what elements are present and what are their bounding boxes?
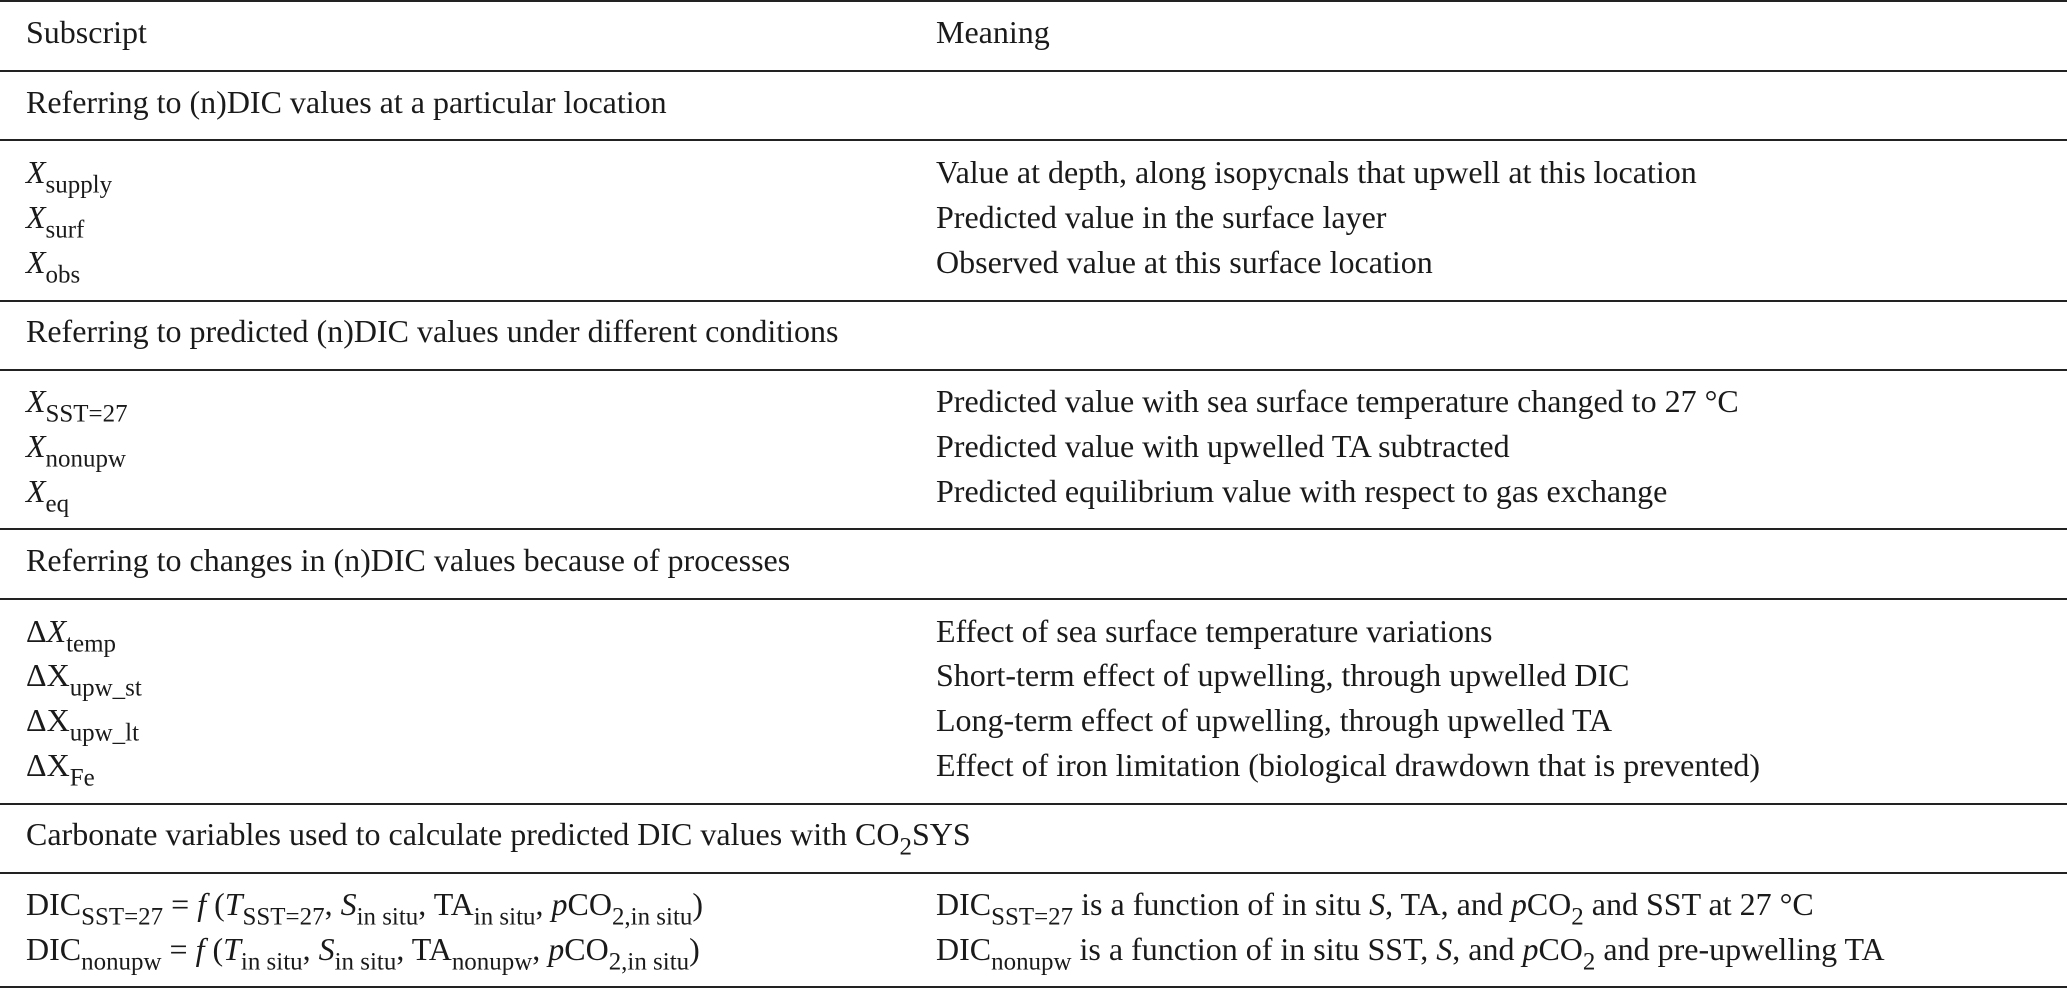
- subscript-symbol: $X_{nonupw}$: [26, 428, 126, 473]
- table-bottom-rule: [0, 986, 2067, 988]
- subscript-symbol: $\Delta X_{upw\_lt}$: [26, 702, 140, 747]
- meaning-text: $DIC_{nonupw}$ is a function of in situ SST, S, and pCO$_2$ and pre-upwelling TA: [936, 931, 1885, 976]
- subscript-symbol: $X_{SST=27}$: [26, 383, 128, 428]
- subscript-symbol: $X_{surf}$: [26, 199, 85, 244]
- formula-dic-nonupw: $DIC_{nonupw} = f$ ($T_{in situ}$, $S_{in situ}$, $TA_{nonupw}$, pCO$_{2,in situ}$): [26, 931, 700, 976]
- column-header-meaning: Meaning: [936, 14, 1050, 50]
- divider: [0, 70, 2067, 72]
- meaning-text: Effect of sea surface temperature variations: [936, 613, 1493, 649]
- meaning-text: Predicted value in the surface layer: [936, 199, 1387, 235]
- section-title: Referring to changes in (n)DIC values because of processes: [26, 542, 791, 578]
- meaning-text: $DIC_{SST=27}$ is a function of in situ S, TA, and pCO$_2$ and SST at 27 °C: [936, 886, 1814, 931]
- meaning-text: Value at depth, along isopycnals that upwell at this location: [936, 154, 1697, 190]
- divider: [0, 369, 2067, 371]
- meaning-text: Predicted value with sea surface temperature changed to 27 °C: [936, 383, 1739, 419]
- table-top-rule: [0, 0, 2067, 2]
- divider: [0, 139, 2067, 141]
- meaning-text: Predicted value with upwelled TA subtracted: [936, 428, 1510, 464]
- meaning-text: Short-term effect of upwelling, through upwelled DIC: [936, 657, 1630, 693]
- divider: [0, 803, 2067, 805]
- meaning-text: Long-term effect of upwelling, through upwelled TA: [936, 702, 1613, 738]
- divider: [0, 528, 2067, 530]
- subscript-symbol: $\Delta X_{temp}$: [26, 613, 117, 658]
- section-title: Carbonate variables used to calculate predicted DIC values with $CO_2SYS$: [26, 816, 971, 861]
- subscript-symbol: $\Delta X_{Fe}$: [26, 747, 95, 792]
- divider: [0, 598, 2067, 600]
- subscript-symbol: $X_{obs}$: [26, 244, 81, 289]
- subscript-symbol: $X_{supply}$: [26, 154, 113, 199]
- subscript-symbol: $X_{eq}$: [26, 473, 70, 518]
- divider: [0, 300, 2067, 302]
- divider: [0, 872, 2067, 874]
- formula-dic-sst27: $DIC_{SST=27} = f$ ($T_{SST=27}$, $S_{in situ}$, $TA_{in situ}$, pCO$_{2,in situ}$): [26, 886, 704, 931]
- meaning-text: Predicted equilibrium value with respect to gas exchange: [936, 473, 1668, 509]
- meaning-text: Observed value at this surface location: [936, 244, 1433, 280]
- section-title: Referring to (n)DIC values at a particular location: [26, 84, 667, 120]
- section-title: Referring to predicted (n)DIC values under different conditions: [26, 313, 839, 349]
- column-header-subscript: Subscript: [26, 14, 147, 50]
- subscript-symbol: $\Delta X_{upw\_st}$: [26, 657, 142, 702]
- meaning-text: Effect of iron limitation (biological drawdown that is prevented): [936, 747, 1761, 783]
